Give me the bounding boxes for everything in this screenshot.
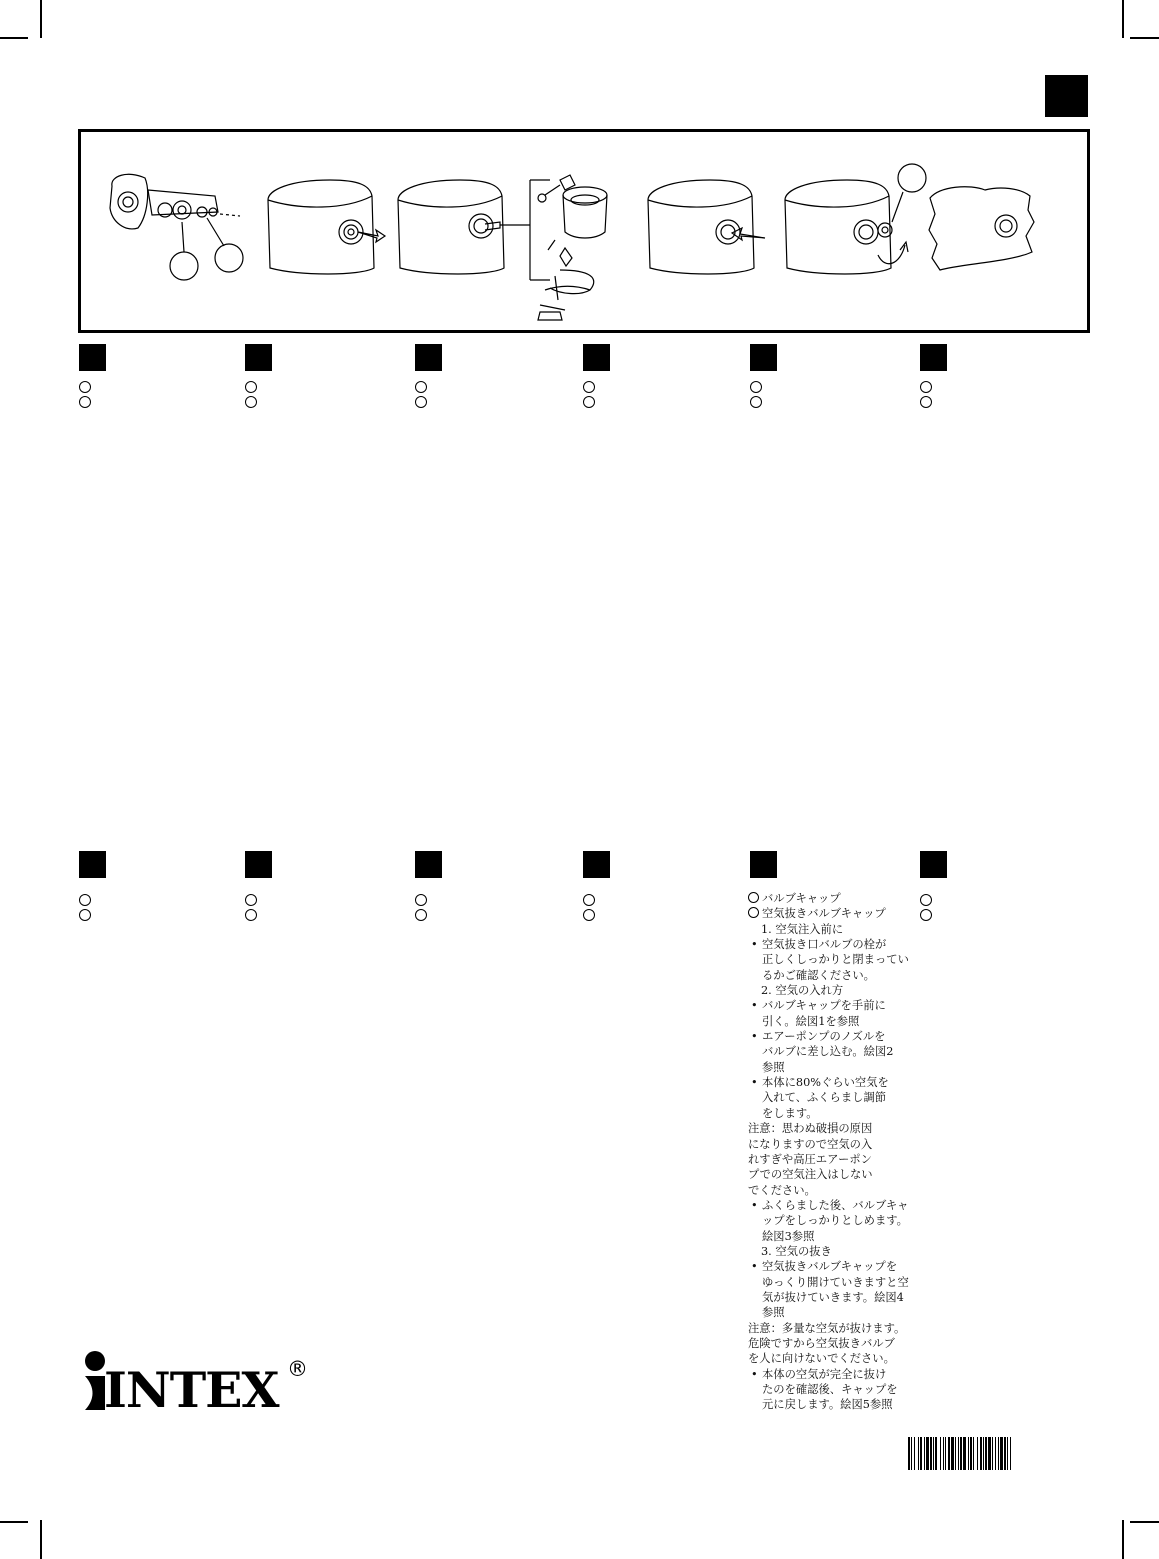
instruction-line bbox=[748, 1029, 908, 1044]
instruction-line bbox=[748, 1137, 908, 1152]
label-circle bbox=[415, 396, 427, 408]
crop-mark bbox=[0, 37, 28, 39]
barcode-bar bbox=[924, 1437, 925, 1470]
instruction-text: 気が抜けていきます。絵図4 bbox=[762, 1290, 904, 1304]
instruction-text: をします。 bbox=[762, 1106, 818, 1120]
instruction-line bbox=[748, 906, 908, 921]
instruction-text: 入れて、ふくらまし調節 bbox=[762, 1091, 887, 1105]
instruction-text: 本体の空気が完全に抜け bbox=[762, 1367, 887, 1381]
instruction-line bbox=[748, 1351, 908, 1366]
instruction-text: 危険ですから空気抜きバルブ bbox=[748, 1336, 895, 1350]
instruction-text: 元に戻します。絵図5参照 bbox=[762, 1398, 893, 1412]
label-circle bbox=[750, 381, 762, 393]
instruction-text: ゆっくり開けていきますと空 bbox=[762, 1275, 909, 1289]
section-square bbox=[920, 344, 947, 371]
instruction-line bbox=[748, 983, 908, 998]
instruction-line bbox=[748, 1090, 908, 1105]
barcode-bar bbox=[958, 1437, 959, 1470]
barcode-bar bbox=[998, 1437, 999, 1470]
barcode-bar bbox=[930, 1437, 932, 1470]
instruction-text: バルブキャップを手前に bbox=[762, 999, 886, 1013]
instruction-text: ふくらました後、バルブキャ bbox=[762, 1198, 909, 1212]
barcode-bar bbox=[992, 1437, 993, 1470]
instruction-line bbox=[748, 1290, 908, 1305]
electric-pump-icon bbox=[538, 175, 607, 250]
label-circle bbox=[583, 396, 595, 408]
barcode-bar bbox=[1007, 1437, 1008, 1470]
instruction-text: 参照 bbox=[762, 1306, 785, 1320]
barcode-bar bbox=[988, 1437, 991, 1470]
instruction-line bbox=[748, 1382, 908, 1397]
label-circle bbox=[415, 894, 427, 906]
instruction-text: になりますので空気の入 bbox=[748, 1137, 873, 1151]
japanese-instructions bbox=[748, 891, 908, 1413]
section-square bbox=[750, 344, 777, 371]
instruction-text: 注意：思わぬ破損の原因 bbox=[748, 1122, 873, 1136]
instruction-line bbox=[748, 1152, 908, 1167]
label-circle bbox=[415, 909, 427, 921]
instruction-text: 正しくしっかりと閉まってい bbox=[762, 953, 909, 967]
instruction-text: 引く。絵図1を参照 bbox=[762, 1014, 860, 1028]
instruction-text: バルブに差し込む。絵図2 bbox=[762, 1045, 894, 1059]
crop-mark bbox=[1130, 37, 1159, 39]
barcode-bar bbox=[908, 1437, 910, 1470]
instruction-text: 空気抜き口バルブの栓が bbox=[762, 938, 887, 952]
section-square bbox=[79, 344, 106, 371]
label-circle bbox=[920, 894, 932, 906]
instruction-line bbox=[748, 1321, 908, 1336]
label-circle bbox=[79, 381, 91, 393]
mattress-step2-icon bbox=[398, 180, 550, 280]
instruction-line bbox=[748, 1275, 908, 1290]
instruction-text: 参照 bbox=[762, 1060, 785, 1074]
section-square bbox=[245, 851, 272, 878]
label-circle bbox=[245, 381, 257, 393]
label-circle bbox=[79, 396, 91, 408]
barcode-bar bbox=[955, 1437, 956, 1470]
barcode-bar bbox=[968, 1437, 969, 1470]
barcode-bar bbox=[983, 1437, 984, 1470]
barcode-bar bbox=[960, 1437, 962, 1470]
instruction-line bbox=[748, 1198, 908, 1213]
section-square bbox=[920, 851, 947, 878]
barcode-bar bbox=[914, 1437, 915, 1470]
label-circle bbox=[920, 396, 932, 408]
label-circle bbox=[750, 396, 762, 408]
instruction-line bbox=[748, 1229, 908, 1244]
mattress-step3-icon bbox=[648, 180, 765, 274]
callout-circle-1 bbox=[170, 252, 198, 280]
barcode-bar bbox=[1004, 1437, 1006, 1470]
crop-mark bbox=[40, 1520, 42, 1559]
instruction-text: エアーポンプのノズルを bbox=[762, 1030, 886, 1044]
instruction-line bbox=[748, 968, 908, 983]
barcode-bar bbox=[926, 1437, 929, 1470]
barcode-bar bbox=[995, 1437, 996, 1470]
instruction-text: 本体に80%ぐらい空気を bbox=[762, 1076, 889, 1090]
barcode-bar bbox=[977, 1437, 978, 1470]
instruction-line bbox=[748, 1213, 908, 1228]
instruction-text: 空気抜きバルブキャップ bbox=[762, 907, 886, 921]
instruction-line bbox=[748, 922, 908, 937]
barcode-bar bbox=[951, 1437, 954, 1470]
label-circle bbox=[583, 909, 595, 921]
instruction-text: でください。 bbox=[748, 1183, 816, 1197]
crop-mark bbox=[1130, 1521, 1159, 1523]
barcode-bar bbox=[943, 1437, 944, 1470]
label-circle bbox=[583, 894, 595, 906]
barcode-bar bbox=[1000, 1437, 1003, 1470]
crop-mark bbox=[1122, 1520, 1124, 1559]
instruction-line bbox=[748, 1244, 908, 1259]
barcode-bar bbox=[948, 1437, 950, 1470]
instruction-text: 注意：多量な空気が抜けます。 bbox=[748, 1321, 906, 1335]
section-square bbox=[750, 851, 777, 878]
instruction-text: プでの空気注入はしない bbox=[748, 1168, 873, 1182]
instruction-line bbox=[748, 952, 908, 967]
section-square bbox=[415, 851, 442, 878]
registered-mark: ® bbox=[287, 1357, 308, 1381]
instruction-line bbox=[748, 1305, 908, 1320]
instruction-text: バルブキャップ bbox=[762, 892, 841, 905]
instruction-line bbox=[748, 1075, 908, 1090]
barcode bbox=[908, 1437, 1100, 1470]
language-tag bbox=[1045, 75, 1088, 117]
instruction-line bbox=[748, 937, 908, 952]
instruction-line bbox=[748, 1014, 908, 1029]
crop-mark bbox=[0, 1521, 28, 1523]
barcode-bar bbox=[945, 1437, 946, 1470]
label-circle bbox=[748, 907, 759, 918]
label-circle bbox=[245, 909, 257, 921]
barcode-bar bbox=[920, 1437, 922, 1470]
instruction-line bbox=[748, 1367, 908, 1382]
barcode-bar bbox=[1010, 1437, 1011, 1470]
instruction-text: 2. 空気の入れ方 bbox=[761, 984, 844, 998]
mattress-step1-icon bbox=[268, 180, 385, 274]
instruction-text: るかご確認ください。 bbox=[762, 968, 875, 982]
barcode-bar bbox=[911, 1437, 912, 1470]
instruction-line bbox=[748, 1167, 908, 1182]
label-circle bbox=[79, 894, 91, 906]
barcode-bar bbox=[940, 1437, 941, 1470]
barcode-bar bbox=[980, 1437, 982, 1470]
instruction-line bbox=[748, 1106, 908, 1121]
instruction-line bbox=[748, 1121, 908, 1136]
label-circle bbox=[415, 381, 427, 393]
instruction-text: を人に向けないでください。 bbox=[748, 1352, 895, 1366]
section-square bbox=[583, 344, 610, 371]
barcode-bar bbox=[918, 1437, 919, 1470]
instruction-text: たのを確認後、キャップを bbox=[762, 1383, 898, 1396]
label-circle bbox=[920, 909, 932, 921]
intex-logo bbox=[82, 1350, 312, 1418]
instruction-text: 1. 空気注入前に bbox=[761, 922, 844, 936]
logo-figure-icon bbox=[82, 1350, 106, 1410]
mattress-step4-icon bbox=[785, 180, 908, 274]
label-circle bbox=[748, 892, 759, 903]
instruction-line bbox=[748, 1044, 908, 1059]
barcode-bar bbox=[935, 1437, 937, 1470]
instruction-line bbox=[748, 1060, 908, 1075]
instruction-text: ップをしっかりとしめます。 bbox=[762, 1214, 908, 1228]
valve-exploded-icon bbox=[110, 174, 240, 252]
mattress-step5-icon bbox=[929, 187, 1034, 270]
barcode-bar bbox=[933, 1437, 934, 1470]
barcode-bar bbox=[970, 1437, 972, 1470]
label-circle bbox=[245, 396, 257, 408]
instruction-text: 空気抜きバルブキャップを bbox=[762, 1260, 898, 1274]
crop-mark bbox=[1122, 0, 1124, 38]
section-square bbox=[245, 344, 272, 371]
valve-illustrations bbox=[81, 132, 1087, 330]
hand-pump-icon bbox=[538, 248, 594, 320]
instruction-line bbox=[748, 1183, 908, 1198]
section-square bbox=[79, 851, 106, 878]
section-square bbox=[415, 344, 442, 371]
instruction-line bbox=[748, 1259, 908, 1274]
barcode-bar bbox=[973, 1437, 974, 1470]
barcode-bar bbox=[985, 1437, 987, 1470]
instruction-line bbox=[748, 998, 908, 1013]
crop-mark bbox=[40, 0, 42, 38]
label-circle bbox=[245, 894, 257, 906]
callout-circle-3 bbox=[898, 164, 926, 192]
instruction-line bbox=[748, 1336, 908, 1351]
barcode-bar bbox=[963, 1437, 966, 1470]
instruction-line bbox=[748, 891, 908, 906]
callout-circle-2 bbox=[215, 244, 243, 272]
logo-wordmark: INTEX bbox=[104, 1361, 279, 1419]
instruction-text: れすぎや高圧エアーポン bbox=[748, 1152, 872, 1166]
label-circle bbox=[583, 381, 595, 393]
instruction-line bbox=[748, 1397, 908, 1412]
label-circle bbox=[920, 381, 932, 393]
instruction-text: 絵図3参照 bbox=[762, 1229, 815, 1243]
label-circle bbox=[79, 909, 91, 921]
instruction-text: 3. 空気の抜き bbox=[761, 1244, 832, 1258]
section-square bbox=[583, 851, 610, 878]
